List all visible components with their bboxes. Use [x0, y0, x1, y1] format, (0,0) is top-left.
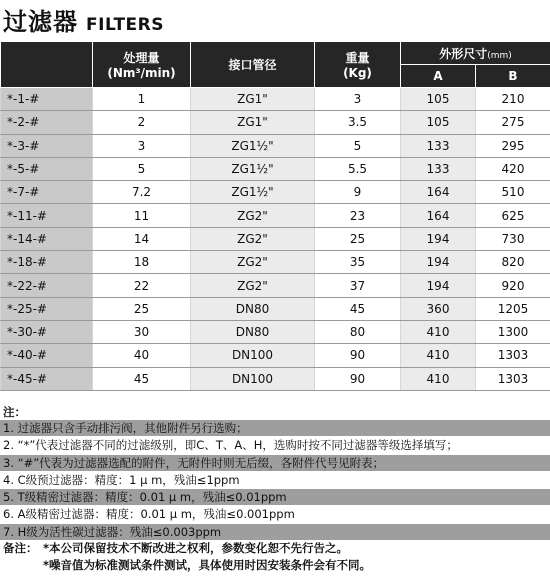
cell-pipe: ZG2" [191, 204, 315, 227]
table-row [1, 297, 550, 320]
table-row [1, 344, 550, 367]
cell-dim-b: 295 [476, 134, 550, 157]
cell-weight: 35 [315, 251, 401, 274]
cell-model-code: *-14-# [1, 227, 93, 250]
cell-pipe: DN100 [191, 344, 315, 367]
cell-dim-a: 194 [401, 274, 476, 297]
cell-dim-b: 625 [476, 204, 550, 227]
remark-line [0, 557, 550, 574]
cell-pipe: ZG1" [191, 111, 315, 134]
note-item: 7. H级为活性碳过滤器：残油≤0.003ppm [0, 524, 550, 541]
cell-weight: 5.5 [315, 157, 401, 180]
remark-text: *本公司保留技术不断改进之权利，参数变化恕不先行告之。 [43, 541, 349, 555]
cell-dim-b: 210 [476, 88, 550, 111]
table-row [1, 134, 550, 157]
header-pipe: 接口管径 [191, 42, 315, 88]
header-weight [315, 42, 401, 88]
table-row [1, 227, 550, 250]
cell-dim-b: 510 [476, 181, 550, 204]
notes-section [0, 404, 550, 541]
cell-weight: 5 [315, 134, 401, 157]
cell-flow: 3 [93, 134, 191, 157]
table-row [1, 251, 550, 274]
title-english: FILTERS [86, 15, 164, 35]
cell-model-code: *-18-# [1, 251, 93, 274]
cell-weight: 90 [315, 344, 401, 367]
cell-pipe: DN80 [191, 320, 315, 343]
cell-flow: 22 [93, 274, 191, 297]
cell-dim-a: 410 [401, 367, 476, 390]
table-header-row [1, 42, 550, 65]
cell-pipe: ZG2" [191, 251, 315, 274]
cell-dim-a: 410 [401, 320, 476, 343]
cell-flow: 2 [93, 111, 191, 134]
cell-flow: 25 [93, 297, 191, 320]
cell-flow: 14 [93, 227, 191, 250]
table-row [1, 367, 550, 390]
cell-model-code: *-30-# [1, 320, 93, 343]
cell-flow: 18 [93, 251, 191, 274]
remark-line [0, 540, 550, 557]
cell-dim-a: 105 [401, 88, 476, 111]
cell-weight: 3.5 [315, 111, 401, 134]
cell-dim-b: 730 [476, 227, 550, 250]
table-body [1, 88, 550, 391]
table-row [1, 181, 550, 204]
cell-dim-b: 275 [476, 111, 550, 134]
header-dims-label: 外形尺寸 [439, 46, 488, 61]
note-item: 5. T级精密过滤器：精度：0.01 μ m，残油≤0.01ppm [0, 489, 550, 506]
cell-pipe: ZG1" [191, 88, 315, 111]
cell-weight: 25 [315, 227, 401, 250]
title-chinese: 过滤器 [3, 8, 78, 36]
cell-dim-a: 164 [401, 181, 476, 204]
cell-dim-b: 1303 [476, 367, 550, 390]
note-item: 6. A级精密过滤器：精度：0.01 μ m，残油≤0.001ppm [0, 506, 550, 523]
cell-flow: 40 [93, 344, 191, 367]
cell-weight: 3 [315, 88, 401, 111]
header-dim-b: B [476, 65, 550, 88]
table-row [1, 157, 550, 180]
cell-dim-b: 1303 [476, 344, 550, 367]
remark-text: *噪音值为标准测试条件测试，具体使用时因安装条件会有不同。 [43, 558, 372, 572]
cell-weight: 9 [315, 181, 401, 204]
cell-flow: 7.2 [93, 181, 191, 204]
header-weight-label: 重量 [345, 51, 370, 65]
page-title [3, 2, 164, 36]
cell-model-code: *-5-# [1, 157, 93, 180]
cell-dim-b: 920 [476, 274, 550, 297]
cell-dim-a: 133 [401, 157, 476, 180]
table-row [1, 88, 550, 111]
cell-weight: 45 [315, 297, 401, 320]
cell-flow: 45 [93, 367, 191, 390]
cell-pipe: ZG1½" [191, 157, 315, 180]
header-dims [401, 42, 550, 65]
note-item: 2. “*”代表过滤器不同的过滤级别，即C、T、A、H，选购时按不同过滤器等级选择填写； [0, 437, 550, 454]
cell-pipe: DN100 [191, 367, 315, 390]
cell-dim-a: 105 [401, 111, 476, 134]
cell-pipe: ZG1½" [191, 134, 315, 157]
cell-model-code: *-25-# [1, 297, 93, 320]
cell-model-code: *-40-# [1, 344, 93, 367]
cell-flow: 11 [93, 204, 191, 227]
cell-weight: 80 [315, 320, 401, 343]
cell-dim-a: 164 [401, 204, 476, 227]
header-weight-unit: (Kg) [343, 66, 372, 80]
cell-flow: 30 [93, 320, 191, 343]
cell-model-code: *-3-# [1, 134, 93, 157]
cell-dim-b: 1205 [476, 297, 550, 320]
cell-dim-b: 820 [476, 251, 550, 274]
cell-dim-a: 194 [401, 251, 476, 274]
note-item: 4. C级预过滤器：精度：1 μ m，残油≤1ppm [0, 472, 550, 489]
header-code [1, 42, 93, 88]
table-row [1, 274, 550, 297]
cell-weight: 90 [315, 367, 401, 390]
note-item: 1. 过滤器只含手动排污阀，其他附件另行选购； [0, 420, 550, 437]
cell-model-code: *-1-# [1, 88, 93, 111]
cell-pipe: ZG2" [191, 274, 315, 297]
notes-heading: 注： [3, 405, 26, 419]
note-item: 3. “#”代表为过滤器选配的附件，无附件时则无后缀，各附件代号见附表； [0, 455, 550, 472]
cell-model-code: *-22-# [1, 274, 93, 297]
cell-pipe: DN80 [191, 297, 315, 320]
table-row [1, 320, 550, 343]
header-dim-a: A [401, 65, 476, 88]
cell-flow: 1 [93, 88, 191, 111]
header-flow-label: 处理量 [123, 51, 160, 65]
cell-dim-a: 360 [401, 297, 476, 320]
header-dims-unit: (mm) [487, 50, 512, 61]
header-flow-unit: (Nm³/min) [107, 66, 176, 80]
notes-list [0, 420, 550, 541]
cell-dim-a: 410 [401, 344, 476, 367]
cell-weight: 37 [315, 274, 401, 297]
cell-pipe: ZG2" [191, 227, 315, 250]
cell-dim-b: 420 [476, 157, 550, 180]
cell-weight: 23 [315, 204, 401, 227]
remarks-label: 备注： [3, 541, 38, 555]
cell-model-code: *-2-# [1, 111, 93, 134]
cell-dim-a: 133 [401, 134, 476, 157]
cell-dim-b: 1300 [476, 320, 550, 343]
remarks-section [0, 540, 550, 574]
cell-model-code: *-11-# [1, 204, 93, 227]
cell-pipe: ZG1½" [191, 181, 315, 204]
table-row [1, 111, 550, 134]
cell-model-code: *-45-# [1, 367, 93, 390]
table-row [1, 204, 550, 227]
filter-spec-table [0, 41, 550, 391]
cell-model-code: *-7-# [1, 181, 93, 204]
header-flow [93, 42, 191, 88]
cell-dim-a: 194 [401, 227, 476, 250]
cell-flow: 5 [93, 157, 191, 180]
